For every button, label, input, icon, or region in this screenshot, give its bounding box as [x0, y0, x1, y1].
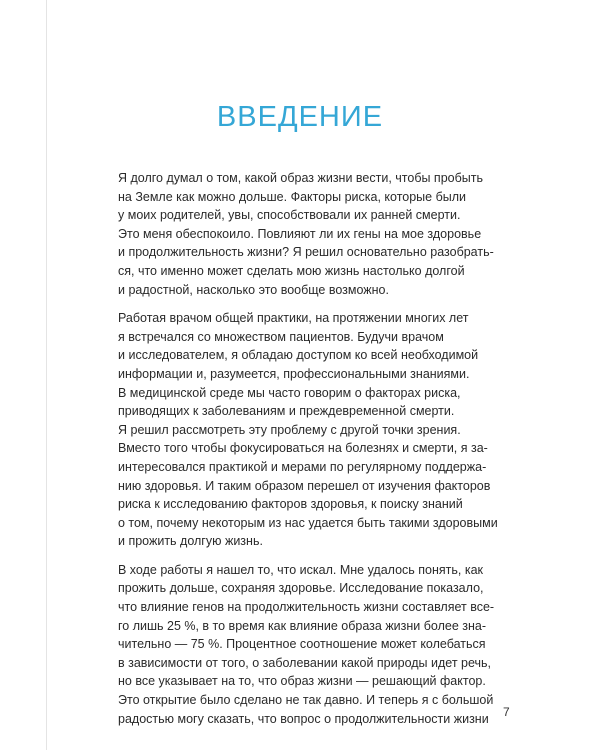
text-line: в зависимости от того, о заболевании какой природы идет речь, [118, 655, 491, 670]
text-line: и исследователем, я обладаю доступом ко всей необходимой [118, 348, 479, 363]
text-line: чительно — 75 %. Процентное соотношение может колебаться [118, 637, 486, 652]
text-line: нию здоровья. И таким образом перешел от изучения факторов [118, 478, 491, 493]
page-number: 7 [503, 705, 510, 719]
text-line: о том, почему некоторым из нас удается быть такими здоровыми [118, 515, 498, 530]
paragraph-3 [118, 561, 498, 728]
text-line: радостью могу сказать, что вопрос о продолжительности жизни [118, 711, 489, 726]
text-line: и прожить долгую жизнь. [118, 534, 263, 549]
text-line: го лишь 25 %, в то время как влияние образа жизни более зна- [118, 618, 487, 633]
text-line: Вместо того чтобы фокусироваться на болезнях и смерти, я за- [118, 441, 488, 456]
chapter-title: ВВЕДЕНИЕ [216, 101, 384, 133]
text-line: на Земле как можно дольше. Факторы риска, которые были [118, 189, 467, 204]
text-line: и продолжительность жизни? Я решил основательно разобрать- [118, 245, 494, 260]
text-line: ся, что именно может сделать мою жизнь настолько долгой [118, 263, 465, 278]
text-line: я встречался со множеством пациентов. Будучи врачом [118, 329, 444, 344]
text-line: информации и, разумеется, профессиональными знаниями. [118, 366, 470, 381]
text-line: прожить дольше, сохраняя здоровье. Исследование показало, [118, 581, 484, 596]
text-line: В медицинской среде мы часто говорим о факторах риска, [118, 385, 461, 400]
text-line: В ходе работы я нашел то, что искал. Мне удалось понять, как [118, 562, 484, 577]
text-line: Я долго думал о том, какой образ жизни вести, чтобы пробыть [118, 171, 483, 185]
text-line: что влияние генов на продолжительность жизни составляет все- [118, 600, 495, 615]
text-line: и радостной, насколько это вообще возможно. [118, 282, 389, 297]
text-line: у моих родителей, увы, способствовали их ранней смерти. [118, 208, 461, 223]
text-line: Это меня обеспокоило. Повлияют ли их гены на мое здоровье [118, 226, 482, 241]
text-line: Я решил рассмотреть эту проблему с другой точки зрения. [118, 422, 461, 437]
text-line: интересовался практикой и мерами по регулярному поддержа- [118, 459, 487, 474]
text-line: Это открытие было сделано не так давно. И теперь я с большой [118, 693, 494, 708]
text-line: но все указывает на то, что образ жизни — решающий фактор. [118, 674, 486, 689]
text-line: риска к исследованию факторов здоровья, к поиску знаний [118, 497, 463, 512]
paragraph-1 [118, 169, 498, 299]
text-line: Работая врачом общей практики, на протяжении многих лет [118, 311, 469, 326]
paragraph-2 [118, 309, 498, 551]
chapter-body [118, 169, 498, 738]
text-line: приводящих к заболеваниям и преждевременной смерти. [118, 404, 455, 419]
